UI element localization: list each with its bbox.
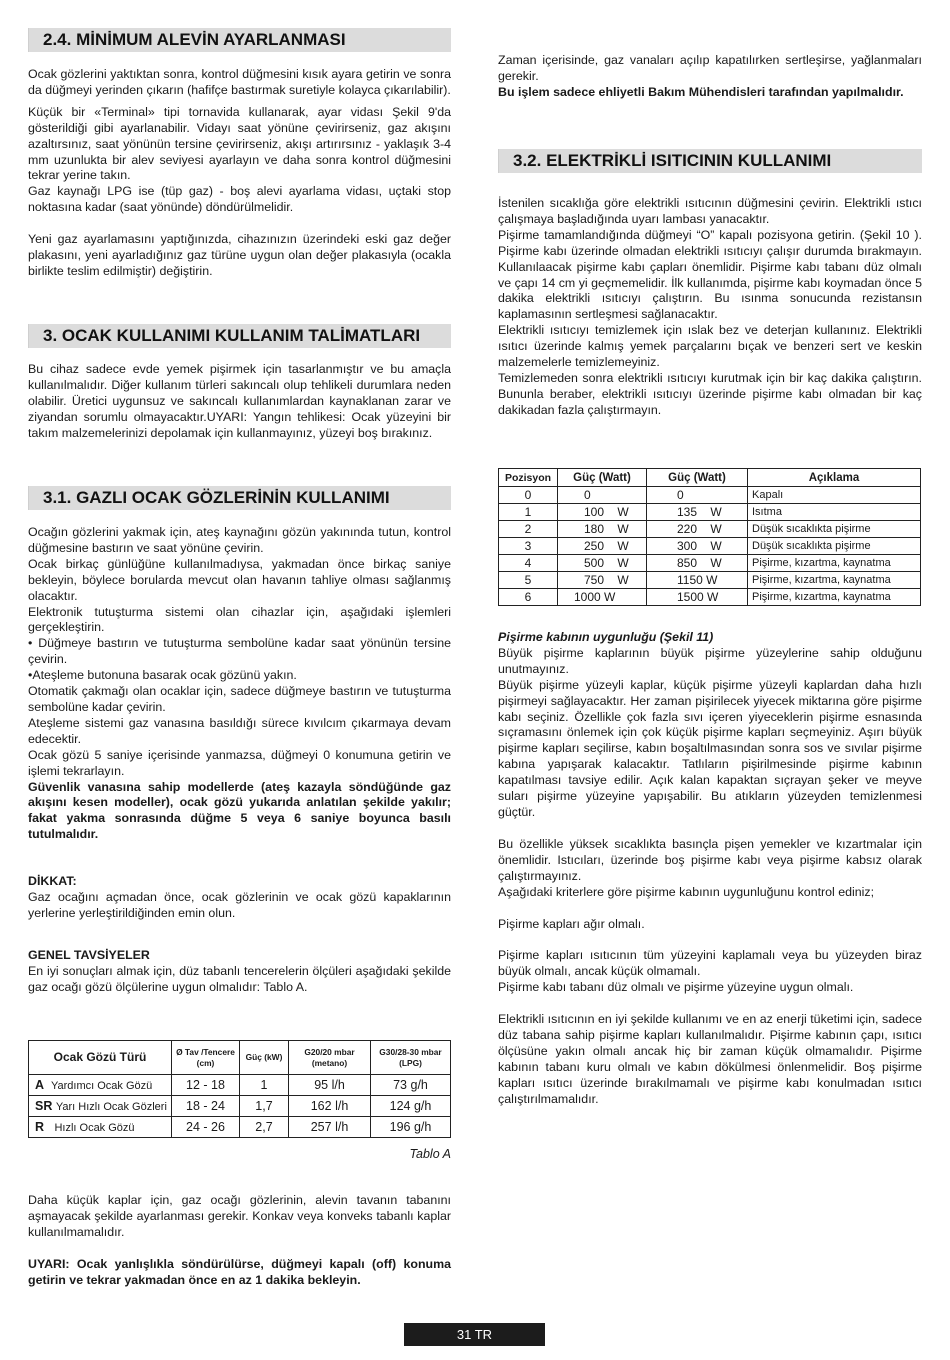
paragraph: •Ateşleme butonuna basarak ocak gözünü yakın. (28, 668, 297, 683)
paragraph: Pişirme tamamlandığında düğmeyi “O” kapalı pozisyona getirin. (Şekil 10 ). Pişirme kabı üzerinde olmadan elektrikli ısıtıcıyı çalışır durumda bırakmayın. Kullanılaacak pişirme kabı çapları önemlidir. Pişirme kabı tabanı düz olmalı ve çapı 14 cm yi geçmemelidir. İlk kullanımda, pişirme kabı koymadan önce 5 dakika elektrikli ısıtıcıyı çalıştırın. Bu ısınma sonucunda rezistansın kaplamasının sertleşmesi sağlanacaktır. (498, 227, 922, 322)
table-row (499, 589, 921, 606)
paragraph: Ocağın gözlerini yakmak için, ateş kaynağını gözün yakınında tutun, kontrol düğmesine bastırın ve saat yönüne çevirin. (28, 525, 451, 555)
paragraph-bold: UYARI: Ocak yanlışlıkla söndürülürse, düğmeyi kapalı (off) konuma getirin ve tekrar yakmadan önce en az 1 dakika bekleyin. (28, 1257, 451, 1287)
table-cell: Pişirme, kızartma, kaynatma (748, 572, 921, 589)
paragraph: Otomatik çakmağı olan ocaklar için, sadece düğmeye bastırın ve tutuşturma sembolüne kadar çevirin. (28, 684, 451, 714)
table-cell: 750 W (558, 572, 647, 589)
table-header-cell: G30/28-30 mbar (LPG) (371, 1041, 451, 1075)
paragraph: Elektrikli ısıtıcının en iyi şekilde kullanımı ve en az enerji tüketimi için, sadece düz tabana sahip pişirme kapları kullanılmalıdır. Pişirme kabının çapı, ısıtıcı ölçüsüne yakın olmalı ancak hiç bir zaman küçük olmamalıdır. Pişirme kabının tabanı kuru olmalı ve kabın dökülmesi önlenmelidir. Boş pişirme kapları ısıtıcı üzerinde bırakılmamalı ve pişirme kabı konulmadan ısıtıcı çalıştırılmamalıdır. (498, 1012, 922, 1106)
burner-name: Yardımcı Ocak Gözü (50, 1080, 153, 1092)
heading-hob-usage-instructions: 3. OCAK KULLANIMI KULLANIM TALİMATLARI (28, 324, 451, 348)
table-row (499, 487, 921, 504)
table-header-cell: Açıklama (748, 469, 921, 487)
table-cell: 12 - 18 (172, 1075, 240, 1096)
page-number-footer: 31 TR (404, 1323, 545, 1346)
paragraph: Elektronik tutuşturma sistemi olan cihazlar için, aşağıdaki işlemleri gerçekleştirin. (28, 604, 451, 635)
table-cell: 500 W (558, 555, 647, 572)
table-cell: 162 l/h (289, 1096, 371, 1117)
table-cell: 135 W (647, 504, 748, 521)
table-header-cell: Pozisyon (499, 469, 558, 487)
section-hob-usage-body (28, 362, 451, 442)
paragraph: Bu özellikle yüksek sıcaklıkta basınçla pişen yemekler ve kızartmalar için önemlidir. Istıcıları, üzerinde boş pişirme kabı veya pişirme kabsız olarak çalıştırmayınız. (498, 836, 922, 883)
table-cell: Düşük sıcaklıkta pişirme (748, 538, 921, 555)
paragraph-bold: Güvenlik vanasına sahip modellerde (ateş kazayla söndüğünde gaz akışını kesen modeller), ocak gözü yukarıda anlatılan şekilde yakılır; fakat yakma sonrasında düğme 5 veya 6 saniye boyunca basılı tutulmalıdır. (28, 779, 451, 842)
burner-type-cell (29, 1096, 172, 1117)
table-cell: 0 (647, 487, 748, 504)
paragraph: • Düğmeye bastırın ve tutuşturma sembolüne kadar saat yönünün tersine çevirin. (28, 636, 451, 667)
paragraph: Yeni gaz ayarlamasını yaptığınızda, cihazınızın üzerindeki eski gaz değer plakasını, yeni ayarladığınız gaz türüne uygun olan değer plakasıyla (ocakla birlikte teslim edilmiştir) değiştirin. (28, 232, 451, 278)
table-row (499, 538, 921, 555)
paragraph: İstenilen sıcaklığa göre elektrikli ısıtıcının düğmesini çevirin. Elektrikli ıstıcı çalışmaya başladığında uyarı lambası yanacaktır. (498, 196, 922, 226)
burner-name: Yarı Hızlı Ocak Gözleri (55, 1101, 167, 1113)
heater-power-table (498, 468, 921, 606)
table-cell: 2,7 (240, 1117, 289, 1138)
table-cell: 1 (499, 504, 558, 521)
paragraph-bold: Bu işlem sadece ehliyetli Bakım Mühendisleri tarafından yapılmalıdır. (498, 84, 904, 99)
paragraph: Pişirme kapları ağır olmalı. (498, 916, 645, 931)
paragraph: Pişirme kapları ısıtıcının tüm yüzeyini kaplamalı veya bu yüzeyden biraz büyük olmalı, ancak küçük olmamalı. (498, 948, 922, 979)
burner-code: R (35, 1120, 45, 1134)
paragraph: Gaz ocağını açmadan önce, ocak gözlerinin ve ocak gözü kapaklarının yerlerine yerleştirildiğinden emin olun. (28, 889, 451, 920)
paragraph: Büyük pişirme yüzeyli kaplar, küçük pişirme yüzeyli kaplardan daha hızlı pişirmeyi sağlayacaktır. Her zaman pişirilecek yiyecek miktarına göre pişirme kabı seçiniz. Özellikle çok fazla sıvı içeren yiyeceklerin pişirme esnasında sıçramasını önlemek için çok küçük pişirme kapları seçmeyiniz. Aşırı büyük pişirme kapları seçilirse, kabın boşaltılmasından sonra sos ve sıvılar pişirme kabına yapışarak kalacaktır. Tatlıların pişirilmesinde pişirme kabının kapatılması tavsiye edilir. Açık kalan kapaktan sıçrayan şeker ve meyve suları pişirme yüzeyine yapışabilir. Bu atıkların yüzeyden temizlenmesi güçtür. (498, 677, 922, 819)
table-header-row (499, 469, 921, 487)
table-cell: 100 W (558, 504, 647, 521)
table-header-cell: Güç (Watt) (647, 469, 748, 487)
table-cell: 196 g/h (371, 1117, 451, 1138)
section-gas-burners-body (28, 525, 451, 843)
burner-code: A (35, 1078, 45, 1092)
paragraph: Küçük bir «Terminal» tipi tornavida kullanarak, ayar vidası Şekil 9'da gösterildiği gibi ayarlanabilir. Vidayı saat yönüne çevirirseniz, gaz akışını azaltırsınız, saat yönünün tersine çevirirseniz, akışı artırırsınız - yaklaşık 3-4 mm uzunlukta bir alev seviyesi ayarlayın ve daha sonra kontrol düğmesini tekrar yerine takın. (28, 104, 451, 183)
table-row (29, 1075, 451, 1096)
table-cell: 5 (499, 572, 558, 589)
table-cell: 220 W (647, 521, 748, 538)
paragraph: Aşağıdaki kriterlere göre pişirme kabının uygunluğunu kontrol ediniz; (498, 884, 875, 899)
table-header-cell: G20/20 mbar (metano) (289, 1041, 371, 1075)
burner-type-cell (29, 1075, 172, 1096)
paragraph: Zaman içerisinde, gaz vanaları açılıp kapatılırken sertleşirse, yağlanmaları gerekir. (498, 53, 922, 83)
table-header-cell: Ø Tav /Tencere (cm) (172, 1041, 240, 1075)
table-header-row (29, 1041, 451, 1075)
paragraph: Ocak gözü 5 saniye içerisinde yanmazsa, düğmeyi 0 konumuna getirin ve işlemi tekrarlayın. (28, 747, 451, 778)
general-advice-title: GENEL TAVSİYELER (28, 948, 150, 962)
table-cell: 850 W (647, 555, 748, 572)
table-row (499, 504, 921, 521)
table-caption: Tablo A (409, 1147, 451, 1161)
table-cell: 6 (499, 589, 558, 606)
paragraph: Pişirme kabı tabanı düz olmalı ve pişirme yüzeyine uygun olmalı. (498, 980, 854, 995)
burner-table (28, 1040, 451, 1138)
table-cell: 180 W (558, 521, 647, 538)
table-cell: 124 g/h (371, 1096, 451, 1117)
table-row (499, 555, 921, 572)
cookware-suitability-title: Pişirme kabının uygunluğu (Şekil 11) (498, 630, 714, 644)
table-cell: Kapalı (748, 487, 921, 504)
paragraph: Gaz kaynağı LPG ise (tüp gaz) - boş alevi ayarlama vidası, uçtaki stop noktasına kadar (saat yönünde) döndürülmelidir. (28, 184, 451, 215)
paragraph: Ocak birkaç günlüğüne kullanılmadıysa, yakmadan önce birkaç saniye bekleyin, böylece borularda mevcut olan havanın tahliye olması sağlanmış olacaktır. (28, 556, 451, 603)
paragraph: Ateşleme sistemi gaz vanasına basıldığı sürece kıvılcım çıkarmaya devam edecektir. (28, 715, 451, 746)
heading-electric-heater-usage: 3.2. ELEKTRİKLİ ISITICININ KULLANIMI (498, 149, 922, 173)
table-cell: Pişirme, kızartma, kaynatma (748, 555, 921, 572)
table-cell: 1000 W (558, 589, 647, 606)
table-row (29, 1096, 451, 1117)
table-cell: 2 (499, 521, 558, 538)
relight-warning (28, 1257, 451, 1289)
small-pots-note (28, 1193, 451, 1241)
section-minimum-flame-body (28, 67, 451, 280)
attention-title: DİKKAT: (28, 874, 77, 888)
valve-lubrication-note (498, 53, 922, 101)
table-header-cell: Güç (Watt) (558, 469, 647, 487)
table-header-cell: Güç (kW) (240, 1041, 289, 1075)
table-row (29, 1117, 451, 1138)
table-cell: 3 (499, 538, 558, 555)
table-cell: 4 (499, 555, 558, 572)
paragraph: Ocak gözlerini yaktıktan sonra, kontrol düğmesini kısık ayara getirin ve sonra da düğmeyi yerinden çıkarın (hafifçe bastırmak suretiyle kolayca çıkarılabilir). (28, 67, 451, 97)
section-cookware-suitability (498, 630, 922, 1108)
table-cell: Isıtma (748, 504, 921, 521)
table-cell: 250 W (558, 538, 647, 555)
paragraph: Elektrikli ısıtıcıyı temizlemek için ıslak bez ve deterjan kullanınız. Elektrikli ısıtıcı üzerinde kalmış yemek parçalarını bıçak ve benzeri sert ve keskin malzemelerle temizlemeyiniz. (498, 323, 922, 370)
table-row (499, 572, 921, 589)
table-cell: 257 l/h (289, 1117, 371, 1138)
paragraph: Bu cihaz sadece evde yemek pişirmek için tasarlanmıştır ve bu amaçla kullanılmalıdır. Diğer kullanım türleri sakıncalı olup tehlikeli durumlara neden olabilir. Üretici uygunsuz ve sakıncalı kullanımlardan kaynaklanan zarar ve ziyandan sorumlu olmayacaktır.UYARI: Yangın tehlikesi: Ocak yüzeyini bir takım malzemelerinizi depolamak için kullanmayınız, yüzeyi boş bırakınız. (28, 362, 451, 440)
burner-type-cell (29, 1117, 172, 1138)
table-cell: 18 - 24 (172, 1096, 240, 1117)
burner-name: Hızlı Ocak Gözü (54, 1122, 135, 1134)
paragraph: Temizlemeden sonra elektrikli ısıtıcıyı kurutmak için bir kaç dakika çalıştırın. Bununla beraber, elektrikli ısıtıcıyı üzerinde pişirme kabı olmadan bir kaç dakikadan fazla çalıştırmayın. (498, 370, 922, 417)
table-cell: 0 (499, 487, 558, 504)
heading-minimum-flame: 2.4. MİNİMUM ALEVİN AYARLANMASI (28, 28, 451, 52)
burner-code: SR (35, 1099, 53, 1113)
paragraph: Büyük pişirme kaplarının büyük pişirme yüzeylerine sahip olduğunu unutmayınız. (498, 645, 922, 676)
table-cell: 1500 W (647, 589, 748, 606)
table-cell: 95 l/h (289, 1075, 371, 1096)
section-electric-heater-body (498, 196, 922, 419)
table-cell: Düşük sıcaklıkta pişirme (748, 521, 921, 538)
table-cell: Pişirme, kızartma, kaynatma (748, 589, 921, 606)
table-cell: 0 (558, 487, 647, 504)
paragraph: Daha küçük kaplar için, gaz ocağı gözlerinin, alevin tavanın tabanını aşmayacak şekilde ayarlanması gerekir. Konkav veya konveks tabanlı kaplar kullanılmamalıdır. (28, 1193, 451, 1239)
table-cell: 1 (240, 1075, 289, 1096)
table-cell: 1150 W (647, 572, 748, 589)
warning-attention (28, 874, 451, 922)
table-row (499, 521, 921, 538)
table-cell: 1,7 (240, 1096, 289, 1117)
table-cell: 73 g/h (371, 1075, 451, 1096)
table-cell: 300 W (647, 538, 748, 555)
table-cell: 24 - 26 (172, 1117, 240, 1138)
heading-gas-burners-usage: 3.1. GAZLI OCAK GÖZLERİNİN KULLANIMI (28, 486, 451, 510)
general-advice (28, 948, 451, 996)
paragraph: En iyi sonuçları almak için, düz tabanlı tencerelerin ölçüleri aşağıdaki şekilde gaz ocağı gözü ölçülerine uygun olmalıdır: Tablo A. (28, 963, 451, 994)
table-header-cell: Ocak Gözü Türü (29, 1041, 172, 1075)
